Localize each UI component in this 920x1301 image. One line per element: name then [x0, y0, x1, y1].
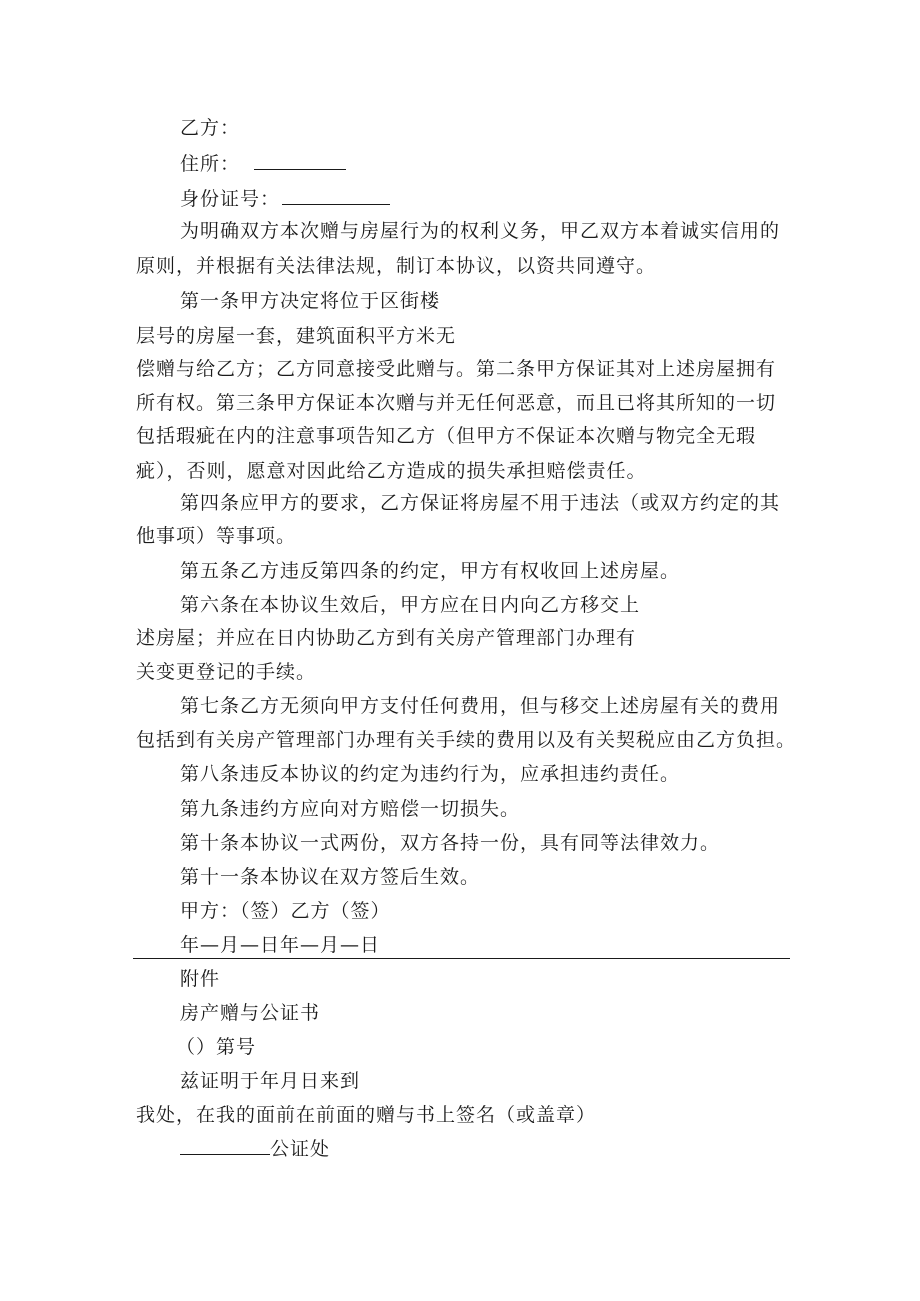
article-line: 疵），否则，愿意对因此给乙方造成的损失承担赔偿责任。: [136, 460, 647, 482]
article-line: 第七条乙方无须向甲方支付任何费用，但与移交上述房屋有关的费用: [180, 695, 781, 717]
article-line: 第十条本协议一式两份，双方各持一份，具有同等法律效力。: [180, 832, 721, 854]
address-blank: [254, 152, 346, 170]
article-line: 层号的房屋一套，建筑面积平方米无: [136, 325, 457, 347]
signature-dates: 年—月—日年—月—日: [180, 934, 381, 956]
article-line: 第四条应甲方的要求，乙方保证将房屋不用于违法（或双方约定的其: [180, 492, 781, 514]
section-divider: [133, 958, 790, 959]
article-line: 关变更登记的手续。: [136, 661, 317, 683]
appendix-number: （）第号: [176, 1036, 257, 1058]
article-line: 第六条在本协议生效后，甲方应在日内向乙方移交上: [180, 594, 641, 616]
notary-office-label: 公证处: [270, 1138, 331, 1160]
appendix-title: 房产赠与公证书: [180, 1002, 321, 1024]
certification-line-2: 我处，在我的面前在前面的赠与书上签名（或盖章）: [136, 1104, 597, 1126]
article-line: 第五条乙方违反第四条的约定，甲方有权收回上述房屋。: [180, 560, 681, 582]
id-blank: [282, 187, 390, 205]
appendix-label: 附件: [180, 968, 221, 990]
article-line: 他事项）等事项。: [136, 525, 297, 547]
id-label: 身份证号：: [180, 188, 281, 210]
notary-blank: [180, 1137, 270, 1155]
article-line: 包括瑕疵在内的注意事项告知乙方（但甲方不保证本次赠与物完全无瑕: [136, 425, 757, 447]
notary-office-row: [180, 1137, 330, 1161]
party-b-label: 乙方：: [180, 117, 241, 139]
article-line: 包括到有关房产管理部门办理有关手续的费用以及有关契税应由乙方负担。: [136, 729, 797, 751]
signature-parties: 甲方：（签）乙方（签）: [180, 900, 391, 922]
article-line: 偿赠与给乙方；乙方同意接受此赠与。第二条甲方保证其对上述房屋拥有: [136, 358, 777, 380]
preamble-line-2: 原则，并根据有关法律法规，制订本协议，以资共同遵守。: [136, 255, 657, 277]
address-label: 住所：: [180, 153, 241, 175]
article-line: 第八条违反本协议的约定为违约行为，应承担违约责任。: [180, 763, 681, 785]
article-line: 第九条违约方应向对方赔偿一切损失。: [180, 798, 521, 820]
article-line: 所有权。第三条甲方保证本次赠与并无任何恶意，而且已将其所知的一切: [136, 392, 777, 414]
party-b-id-row: [180, 187, 390, 211]
article-line: 第一条甲方决定将位于区街楼: [180, 290, 441, 312]
article-line: 第十一条本协议在双方签后生效。: [180, 866, 481, 888]
party-b-address-row: [180, 152, 346, 176]
certification-line-1: 兹证明于年月日来到: [180, 1070, 361, 1092]
article-line: 述房屋；并应在日内协助乙方到有关房产管理部门办理有: [136, 627, 637, 649]
preamble-line-1: 为明确双方本次赠与房屋行为的权利义务，甲乙双方本着诚实信用的: [180, 220, 781, 242]
